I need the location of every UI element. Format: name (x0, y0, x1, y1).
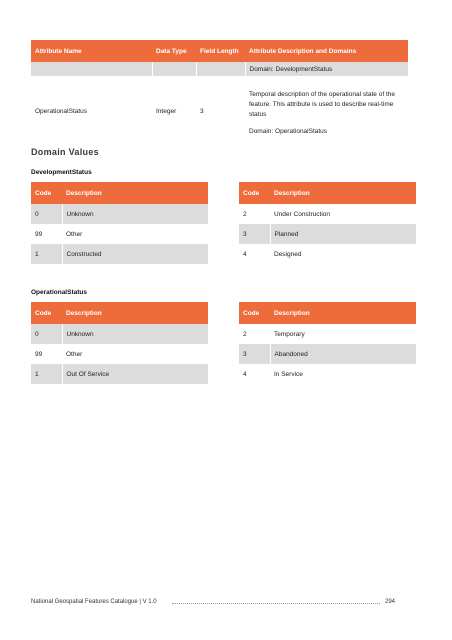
table-row (31, 324, 208, 344)
table-row (239, 244, 416, 264)
description-cell: Temporary (274, 330, 305, 338)
code-table-header (31, 182, 208, 204)
operational-code-table-right (239, 302, 416, 384)
attribute-description: Temporal description of the operational state of the feature. This attribute is used to describe real-time status (249, 91, 395, 118)
attribute-description-cell (245, 76, 408, 146)
code-cell: 99 (35, 230, 43, 238)
table-row (31, 244, 208, 264)
table-row (31, 364, 208, 384)
code-cell: 3 (239, 344, 270, 364)
header-field-length: Field Length (200, 47, 239, 55)
header-data-type: Data Type (156, 47, 187, 55)
header-code: Code (35, 309, 52, 317)
description-cell: Other (66, 230, 83, 238)
description-cell: Under Construction (274, 210, 330, 218)
code-cell: 99 (35, 350, 43, 358)
domain-values-title: Domain Values (31, 147, 99, 157)
code-table-header (31, 302, 208, 324)
code-table-header (239, 182, 416, 204)
description-cell: Unknown (66, 330, 94, 338)
header-description: Description (66, 309, 102, 317)
table-row (31, 204, 208, 224)
table-row (31, 76, 408, 146)
description-cell: Constructed (66, 250, 102, 258)
description-cell: Designed (274, 250, 302, 258)
table-row (31, 224, 208, 244)
operational-status-title: OperationalStatus (31, 289, 87, 296)
attribute-name: OperationalStatus (35, 107, 88, 115)
domain-development-status: Domain: DevelopmentStatus (249, 65, 333, 73)
table-row (239, 204, 416, 224)
table-row (31, 344, 208, 364)
table-row (239, 364, 416, 384)
code-cell: 1 (31, 364, 62, 384)
code-table-header (239, 302, 416, 324)
description-cell: Other (66, 350, 83, 358)
description-cell: Abandoned (274, 350, 308, 358)
attribute-table-header (31, 40, 408, 62)
attribute-table (31, 40, 408, 146)
description-cell: Unknown (66, 210, 94, 218)
header-description: Attribute Description and Domains (249, 47, 357, 55)
description-cell: Out Of Service (66, 370, 110, 378)
development-code-table-right (239, 182, 416, 264)
header-description: Description (66, 189, 102, 197)
field-length: 3 (200, 107, 204, 115)
operational-code-table-left (31, 302, 208, 384)
development-code-table-left (31, 182, 208, 264)
table-row (239, 344, 416, 364)
code-cell: 0 (31, 204, 62, 224)
description-cell: Planned (274, 230, 299, 238)
table-row (239, 324, 416, 344)
code-cell: 0 (31, 324, 62, 344)
data-type: Integer (156, 107, 177, 115)
code-cell: 3 (239, 224, 270, 244)
domain-operational-status: Domain: OperationalStatus (249, 128, 328, 135)
header-code: Code (243, 309, 260, 317)
table-row (239, 224, 416, 244)
description-cell: In Service (274, 370, 303, 378)
code-cell: 4 (243, 250, 247, 258)
table-row (31, 62, 408, 76)
code-cell: 1 (31, 244, 62, 264)
code-cell: 4 (243, 370, 247, 378)
code-cell: 2 (243, 330, 247, 338)
development-status-title: DevelopmentStatus (31, 169, 92, 176)
header-description: Description (274, 189, 310, 197)
header-attribute-name: Attribute Name (35, 47, 82, 55)
header-description: Description (274, 309, 310, 317)
header-code: Code (35, 189, 52, 197)
code-cell: 2 (243, 210, 247, 218)
footer-dotted-leader (172, 596, 380, 604)
page-number: 294 (385, 599, 396, 605)
footer-title: National Geospatial Features Catalogue | V 1.0 (31, 599, 157, 605)
header-code: Code (243, 189, 260, 197)
